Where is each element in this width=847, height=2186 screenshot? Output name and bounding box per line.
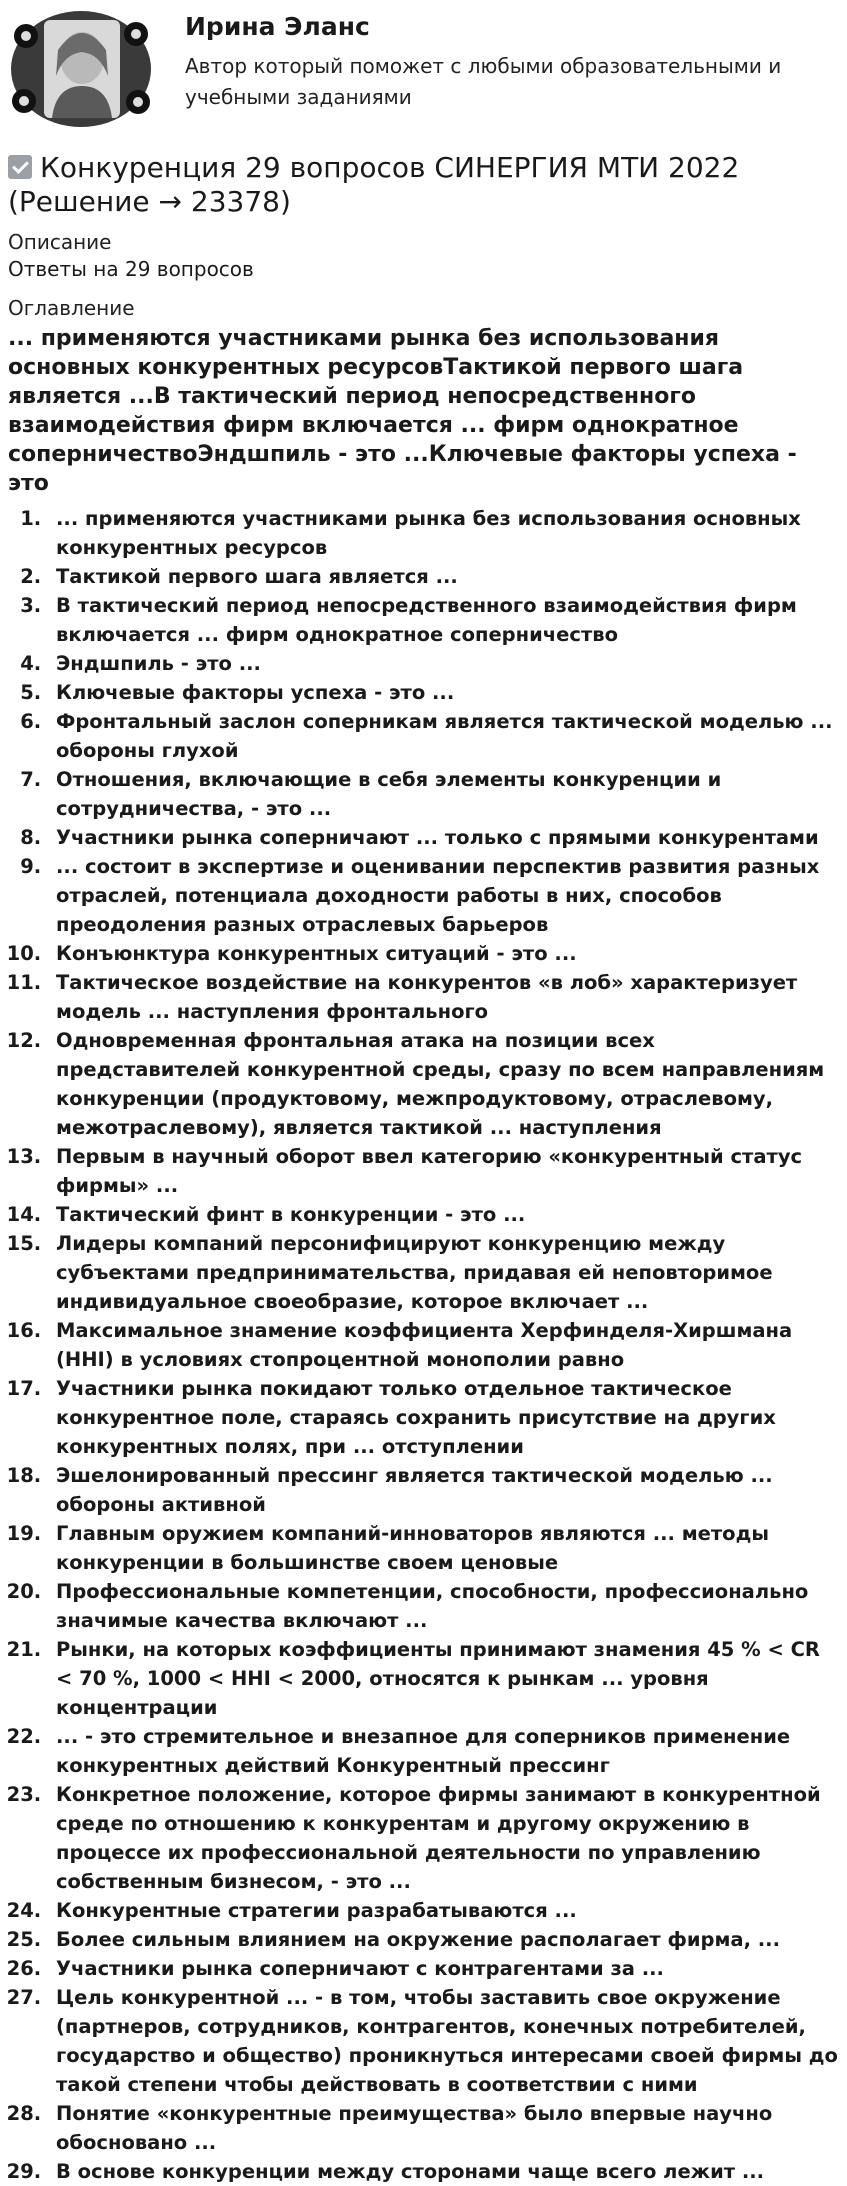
question-item: 23. Конкретное положение, которое фирмы занимают в конкурентной среде по отношению к конкурентам и другому окружению в процессе их профессиональной деятельности по управлению собственным бизнесом, - это ...: [48, 1780, 839, 1896]
question-item: 18. Эшелонированный прессинг является тактической моделью ... обороны активной: [48, 1461, 839, 1519]
question-item: 4. Эндшпиль - это ...: [48, 649, 839, 678]
question-item: 10. Конъюнктура конкурентных ситуаций - это ...: [48, 939, 839, 968]
description-label: Описание: [8, 230, 112, 254]
question-item: 28. Понятие «конкурентные преимущества» было впервые научно обосновано ...: [48, 2099, 839, 2157]
question-item: 13. Первым в научный оборот ввел категорию «конкурентный статус фирмы» ...: [48, 1142, 839, 1200]
question-item: 15. Лидеры компаний персонифицируют конкуренцию между субъектами предпринимательства, придавая ей неповторимое индивидуальное своеобразие, которое включает ...: [48, 1229, 839, 1316]
question-item: 24. Конкурентные стратегии разрабатываются ...: [48, 1896, 839, 1925]
question-item: 14. Тактический финт в конкуренции - это ...: [48, 1200, 839, 1229]
question-item: 6. Фронтальный заслон соперникам является тактической моделью ... обороны глухой: [48, 707, 839, 765]
question-item: 1. ... применяются участниками рынка без использования основных конкурентных ресурсов: [48, 504, 839, 562]
toc-heading: ... применяются участниками рынка без использования основных конкурентных ресурсовТактикой первого шага является ...В тактический период непосредственного взаимодействия фирм включается ... фирм однократное соперничествоЭндшпиль - это ...Ключевые факторы успеха - это: [8, 326, 797, 496]
work-title: [8, 151, 839, 219]
author-avatar[interactable]: [8, 6, 155, 131]
check-box-icon: [8, 155, 32, 179]
question-item: 9. ... состоит в экспертизе и оценивании перспектив развития разных отраслей, потенциала доходности работы в них, способов преодоления разных отраслевых барьеров: [48, 852, 839, 939]
author-name[interactable]: Ирина Эланс: [185, 12, 370, 41]
question-item: 25. Более сильным влиянием на окружение располагает фирма, ...: [48, 1925, 839, 1954]
author-bio: Автор который поможет с любыми образовательными и учебными заданиями: [185, 54, 782, 109]
author-card: [8, 6, 839, 151]
question-item: 5. Ключевые факторы успеха - это ...: [48, 678, 839, 707]
question-item: 2. Тактикой первого шага является ...: [48, 562, 839, 591]
work-title-text: Конкуренция 29 вопросов СИНЕРГИЯ МТИ 2022 (Решение → 23378): [8, 151, 740, 218]
question-item: 26. Участники рынка соперничают с контрагентами за ...: [48, 1954, 839, 1983]
question-item: 27. Цель конкурентной ... - в том, чтобы заставить свое окружение (партнеров, сотрудников, контрагентов, конечных потребителей, государство и общество) проникнуться интересами своей фирмы до такой степени чтобы действовать в соответствии с ними: [48, 1983, 839, 2099]
question-item: 20. Профессиональные компетенции, способности, профессионально значимые качества включают ...: [48, 1577, 839, 1635]
question-item: 11. Тактическое воздействие на конкурентов «в лоб» характеризует модель ... наступления фронтального: [48, 968, 839, 1026]
question-item: 21. Рынки, на которых коэффициенты принимают знамения 45 % < CR < 70 %, 1000 < HHI < 2000, относятся к рынкам ... уровня концентрации: [48, 1635, 839, 1722]
question-item: 19. Главным оружием компаний-инноваторов являются ... методы конкуренции в большинстве своем ценовые: [48, 1519, 839, 1577]
question-item: 29. В основе конкуренции между сторонами чаще всего лежит ...: [48, 2157, 839, 2186]
question-item: 16. Максимальное знамение коэффициента Херфинделя-Хиршмана (HHI) в условиях стопроцентной монополии равно: [48, 1316, 839, 1374]
toc-label: Оглавление: [8, 296, 135, 320]
description-text: Ответы на 29 вопросов: [8, 257, 254, 281]
question-item: 3. В тактический период непосредственного взаимодействия фирм включается ... фирм однократное соперничество: [48, 591, 839, 649]
question-item: 7. Отношения, включающие в себя элементы конкуренции и сотрудничества, - это ...: [48, 765, 839, 823]
questions-list: [8, 504, 839, 2186]
question-item: 17. Участники рынка покидают только отдельное тактическое конкурентное поле, стараясь сохранить присутствие на других конкурентных полях, при ... отступлении: [48, 1374, 839, 1461]
question-item: 12. Одновременная фронтальная атака на позиции всех представителей конкурентной среды, сразу по всем направлениям конкуренции (продуктовому, межпродуктовому, отраслевому, межотраслевому), является тактикой ... наступления: [48, 1026, 839, 1142]
question-item: 8. Участники рынка соперничают ... только с прямыми конкурентами: [48, 823, 839, 852]
question-item: 22. ... - это стремительное и внезапное для соперников применение конкурентных действий Конкурентный прессинг: [48, 1722, 839, 1780]
